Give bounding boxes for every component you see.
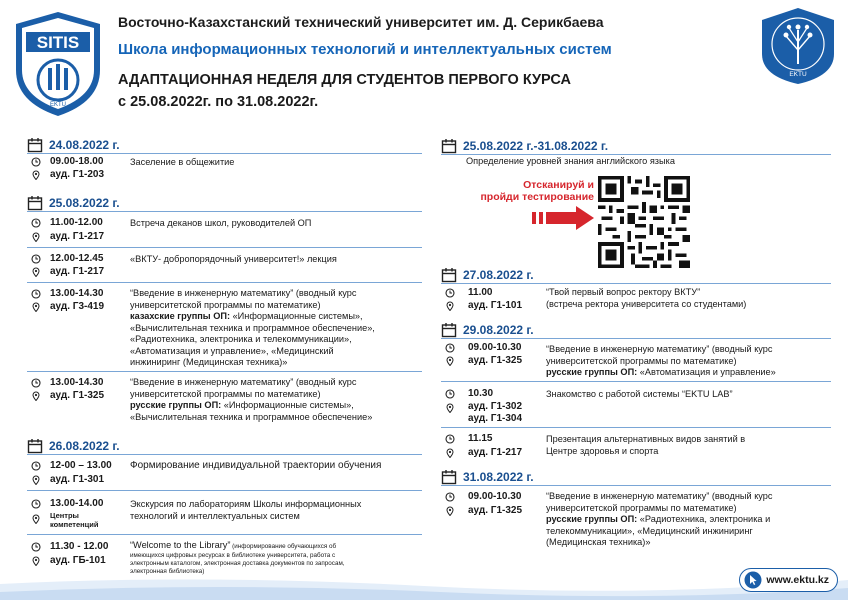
event-time: 13.00-14.30 (50, 377, 104, 388)
event-time: 11.00-12.00 (50, 217, 103, 228)
event-time: 09.00-10.30 (468, 342, 522, 353)
event-description: Заселение в общежитие (130, 157, 235, 167)
location-pin-icon (445, 506, 455, 516)
location-pin-icon (31, 267, 41, 277)
desc-line: университетской программы по математике) (130, 299, 321, 310)
desc-line: университетской программы по математике) (546, 502, 737, 513)
group-label: русские группы ОП: (546, 514, 638, 524)
desc-line: (Медицинская техника)» (546, 537, 651, 547)
desc-line: “Твой первый вопрос ректору ВКТУ” (546, 287, 701, 297)
divider (27, 490, 422, 491)
group-label: русские группы ОП: (546, 367, 638, 377)
calendar-icon (27, 137, 43, 153)
clock-icon (31, 461, 41, 471)
desc-line: “Введение в инженерную математику” (вводный курс (546, 344, 773, 354)
event-description (130, 540, 430, 576)
cursor-icon (744, 571, 762, 589)
event-description (546, 491, 831, 549)
event-room: ауд. Г1-217 (50, 266, 105, 277)
event-description (546, 287, 831, 310)
event-time: 09.00-10.30 (468, 491, 522, 502)
event-description (130, 499, 422, 522)
desc-small: (информирование обучающихся об (230, 543, 337, 550)
day-date: 25.08.2022 г.-31.08.2022 г. (463, 139, 609, 153)
location-pin-icon (31, 391, 41, 401)
desc-line: телекоммуникации», «Медицинский инжиниринг (546, 525, 753, 536)
event-description: Формирование индивидуальной траектории обучения (130, 460, 382, 471)
event-description (130, 288, 422, 369)
event-room: ауд. Г1-304 (468, 413, 523, 424)
desc-line: “Введение в инженерную математику” (вводный курс (546, 491, 773, 501)
day-header-26-08 (27, 437, 120, 455)
event-time: 13.00-14.30 (50, 288, 104, 299)
desc-line: Центре здоровья и спорта (546, 445, 659, 456)
school-name: Школа информационных технологий и интеллектуальных систем (118, 41, 612, 58)
qr-code[interactable] (598, 176, 690, 268)
location-pin-icon (31, 514, 41, 524)
desc-line: университетской программы по математике) (130, 388, 321, 399)
event-room: ауд. Г1-325 (50, 390, 105, 401)
website-url: www.ektu.kz (766, 574, 829, 586)
event-room: ауд. Г1-325 (468, 505, 523, 516)
event-room: ауд. Г1-203 (50, 169, 105, 180)
desc-line: «Автоматизация и управление», «Медицинский (130, 345, 334, 356)
sitis-logo (12, 10, 104, 118)
desc-line: «Радиотехника, электроника и телекоммуникации», (130, 334, 352, 344)
desc-small: имеющихся цифровых ресурсах в библиотеке университета, работа с (130, 551, 336, 559)
divider (441, 427, 831, 428)
desc-text: “Welcome to the Library” (130, 540, 231, 550)
event-room: Центры компетенций (50, 511, 99, 529)
cta-line: Отсканируй и (523, 179, 594, 191)
day-header-24-08 (27, 136, 120, 154)
location-pin-icon (31, 302, 41, 312)
event-room: ауд. ГБ-101 (50, 555, 106, 566)
event-description: Знакомство с работой системы “EKTU LAB” (546, 389, 733, 399)
event-room: ауд. Г1-217 (50, 231, 105, 242)
desc-line: Презентация альтернативных видов занятий в (546, 434, 746, 444)
desc-line (130, 400, 422, 412)
day-date: 31.08.2022 г. (463, 470, 534, 484)
day-header-29-08 (441, 321, 534, 339)
calendar-icon (441, 267, 457, 283)
event-time: 11.30 - 12.00 (50, 541, 109, 552)
event-time: 12-00 – 13.00 (50, 460, 112, 471)
group-label: русские группы ОП: (130, 400, 222, 410)
event-room: ауд. Г1-217 (468, 447, 523, 458)
clock-icon (445, 492, 455, 502)
location-pin-icon (31, 556, 41, 566)
clock-icon (31, 157, 41, 167)
event-time: 10.30 (468, 388, 494, 399)
location-pin-icon (31, 232, 41, 242)
calendar-icon (441, 322, 457, 338)
svg-text:EKTU: EKTU (789, 71, 807, 78)
desc-line (130, 540, 430, 552)
location-pin-icon (445, 301, 455, 311)
clock-icon (31, 499, 41, 509)
desc-line: инжиниринг (Медицинская техника)» (130, 357, 288, 367)
desc-line: Экскурсия по лабораториям Школы информационных (130, 499, 362, 509)
clock-icon (445, 434, 455, 444)
desc-text: «Информационные системы», (221, 400, 354, 410)
desc-text: «Радиотехника, электроника и (637, 514, 771, 524)
location-pin-icon (31, 170, 41, 180)
event-room: ауд. Г1-301 (50, 474, 105, 485)
event-time: 13.00-14.00 (50, 498, 104, 509)
event-time: 12.00-12.45 (50, 253, 104, 264)
divider (441, 154, 831, 155)
location-pin-icon (445, 403, 455, 413)
clock-icon (31, 218, 41, 228)
day-date: 27.08.2022 г. (463, 268, 534, 282)
desc-small: электронная библиотека) (130, 567, 205, 575)
day-date: 26.08.2022 г. (49, 439, 120, 453)
clock-icon (31, 254, 41, 264)
clock-icon (31, 542, 41, 552)
desc-line (546, 514, 831, 526)
event-description (130, 377, 422, 423)
clock-icon (31, 378, 41, 388)
cta-line: пройди тестирование (480, 191, 594, 203)
desc-line: университетской программы по математике) (546, 355, 737, 366)
event-description: Определение уровней знания английского языка (466, 156, 675, 166)
divider (441, 381, 831, 382)
clock-icon (445, 343, 455, 353)
group-label: казахские группы ОП: (130, 311, 231, 321)
divider (27, 534, 422, 535)
qr-call-to-action (474, 179, 594, 203)
svg-text:SITIS: SITIS (36, 33, 80, 52)
desc-line: «Вычислительная техника и программное обеспечение», (130, 322, 375, 333)
event-room: ауд. Г1-101 (468, 300, 523, 311)
desc-text: «Информационные системы», (230, 311, 363, 321)
desc-small: электронным каталогом, электронная доставка документов по запросам, (130, 559, 345, 567)
day-header-27-08 (441, 266, 534, 284)
location-pin-icon (445, 448, 455, 458)
calendar-icon (441, 138, 457, 154)
clock-icon (31, 289, 41, 299)
day-date: 25.08.2022 г. (49, 196, 120, 210)
clock-icon (445, 389, 455, 399)
divider (27, 247, 422, 248)
divider (27, 454, 422, 455)
date-range: с 25.08.2022г. по 31.08.2022г. (118, 94, 319, 110)
desc-text: «Автоматизация и управление» (637, 367, 776, 377)
event-description: Встреча деканов школ, руководителей ОП (130, 218, 312, 228)
event-description (546, 434, 831, 457)
university-name: Восточно-Казахстанский технический университет им. Д. Серикбаева (118, 14, 604, 30)
divider (27, 282, 422, 283)
arrow-right-icon (532, 206, 594, 230)
clock-icon (445, 288, 455, 298)
desc-line (546, 367, 831, 379)
day-date: 24.08.2022 г. (49, 138, 120, 152)
day-header-25-08 (27, 194, 120, 212)
desc-line: технологий и интеллектуальных систем (130, 510, 300, 521)
divider (441, 283, 831, 284)
location-pin-icon (31, 475, 41, 485)
calendar-icon (27, 195, 43, 211)
desc-line: “Введение в инженерную математику” (вводный курс (130, 288, 357, 298)
page-title: АДАПТАЦИОННАЯ НЕДЕЛЯ ДЛЯ СТУДЕНТОВ ПЕРВОГО КУРСА (118, 72, 571, 88)
svg-text:EKTU: EKTU (49, 102, 67, 108)
divider (441, 338, 831, 339)
divider (27, 371, 422, 372)
event-description: «ВКТУ- добропорядочный университет!» лекция (130, 254, 337, 264)
desc-line: «Вычислительная техника и программное обеспечение» (130, 411, 373, 422)
event-time: 11.00 (468, 287, 493, 298)
event-room: ауд. Г1-302 (468, 401, 523, 412)
desc-line: “Введение в инженерную математику” (вводный курс (130, 377, 357, 387)
desc-line (130, 311, 422, 323)
divider (441, 485, 831, 486)
event-room: ауд. Г3-419 (50, 301, 105, 312)
day-header-31-08 (441, 468, 534, 486)
location-pin-icon (445, 356, 455, 366)
footer-band (0, 574, 848, 600)
calendar-icon (27, 438, 43, 454)
ektu-logo (758, 6, 838, 86)
divider (27, 153, 422, 154)
divider (27, 211, 422, 212)
event-room: ауд. Г1-325 (468, 355, 523, 366)
event-time: 11.15 (468, 433, 493, 444)
day-header-25-31-08 (441, 137, 608, 155)
website-link[interactable] (739, 568, 838, 592)
event-time: 09.00-18.00 (50, 156, 104, 167)
event-description (546, 344, 831, 379)
calendar-icon (441, 469, 457, 485)
day-date: 29.08.2022 г. (463, 323, 534, 337)
desc-line: (встреча ректора университета со студентами) (546, 298, 747, 309)
